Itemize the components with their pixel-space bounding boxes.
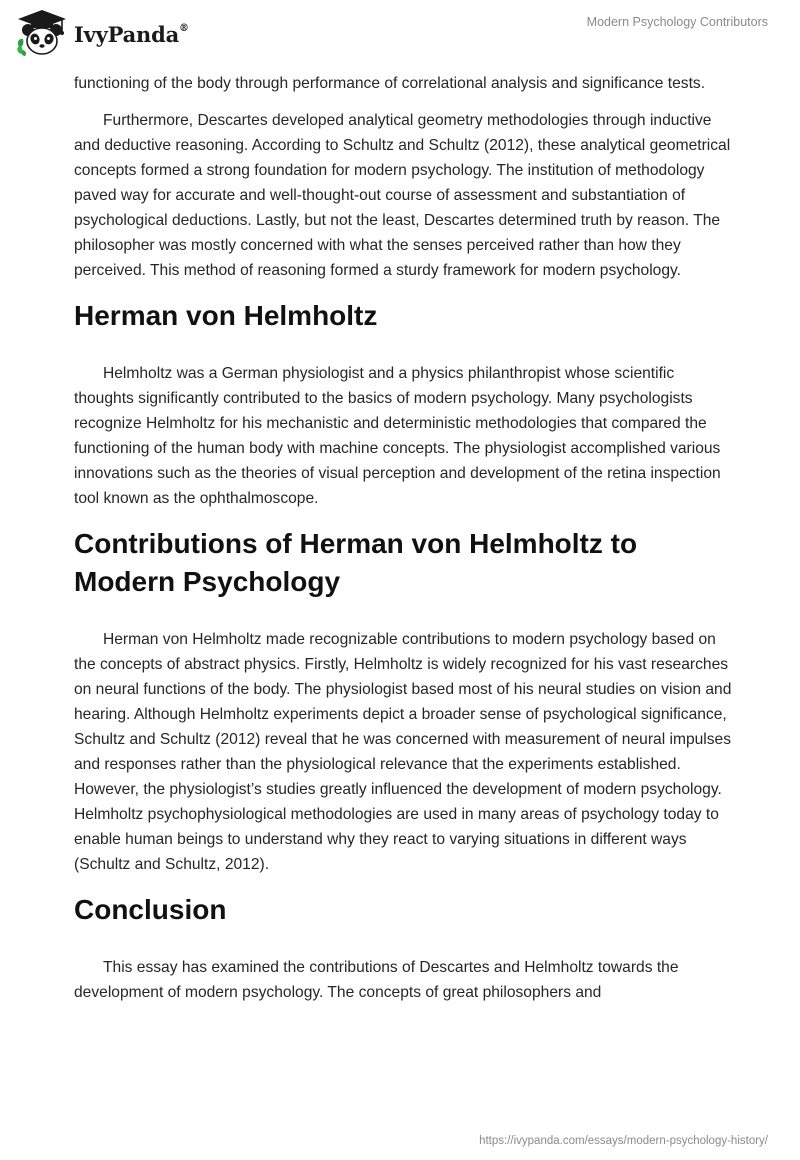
heading-helmholtz-contributions: Contributions of Herman von Helmholtz to Modern Psychology [74,528,638,597]
ivypanda-logo[interactable] [14,8,189,58]
page-header [0,0,800,70]
source-url-link[interactable]: https://ivypanda.com/essays/modern-psychology-history/ [479,1135,768,1147]
paragraph-helmholtz-intro: Helmholtz was a German physiologist and a physics philanthropist whose scientific thoughts significantly contributed to the basics of modern psychology. Many psychologists recognize Helmholtz for his mechanistic and deterministic methodologies that compared the functioning of the human body with machine concepts. The physiologist accomplished various innovations such as the theories of visual perception and development of the retina inspection tool known as the ophthalmoscope. [74,365,721,507]
document-title: Modern Psychology Contributors [586,15,768,29]
brand-name [74,22,189,47]
heading-conclusion: Conclusion [74,894,227,925]
paragraph-helmholtz-contributions: Herman von Helmholtz made recognizable contributions to modern psychology based on the concepts of abstract physics. Firstly, Helmholtz is widely recognized for his vast researches on neural functions of the body. The physiologist based most of his neural studies on vision and hearing. Although Helmholtz experiments depict a broader sense of psychological significance, Schultz and Schultz (2012) reveal that he was concerned with measurement of neural impulses and responses rather than the physiological relevance that the experiments established. However, the physiologist’s studies greatly influenced the development of modern psychology. Helmholtz psychophysiological methodologies are used in many areas of psychology today to enable human beings to understand why they react to varying situations in different ways (Schultz and Schultz, 2012). [74,631,732,873]
paragraph-descartes-methods: Furthermore, Descartes developed analytical geometry methodologies through inductive and deductive reasoning. According to Schultz and Schultz (2012), these analytical geometrical concepts formed a strong foundation for modern psychology. The institution of methodology paved way for accurate and well-thought-out course of assessment and substantiation of psychological deductions. Lastly, but not the least, Descartes determined truth by reason. The philosopher was mostly concerned with what the senses perceived rather than how they perceived. This method of reasoning formed a sturdy framework for modern psychology. [74,112,731,279]
paragraph-conclusion: This essay has examined the contributions of Descartes and Helmholtz towards the development of modern psychology. The concepts of great philosophers and [74,959,679,1001]
heading-helmholtz: Herman von Helmholtz [74,300,378,331]
panda-graduate-icon [14,8,70,58]
paragraph-continued: functioning of the body through performance of correlational analysis and significance tests. [74,75,706,92]
registered-mark: ® [179,22,189,34]
brand-name-text: IvyPanda [74,21,180,47]
essay-content [74,71,734,1017]
